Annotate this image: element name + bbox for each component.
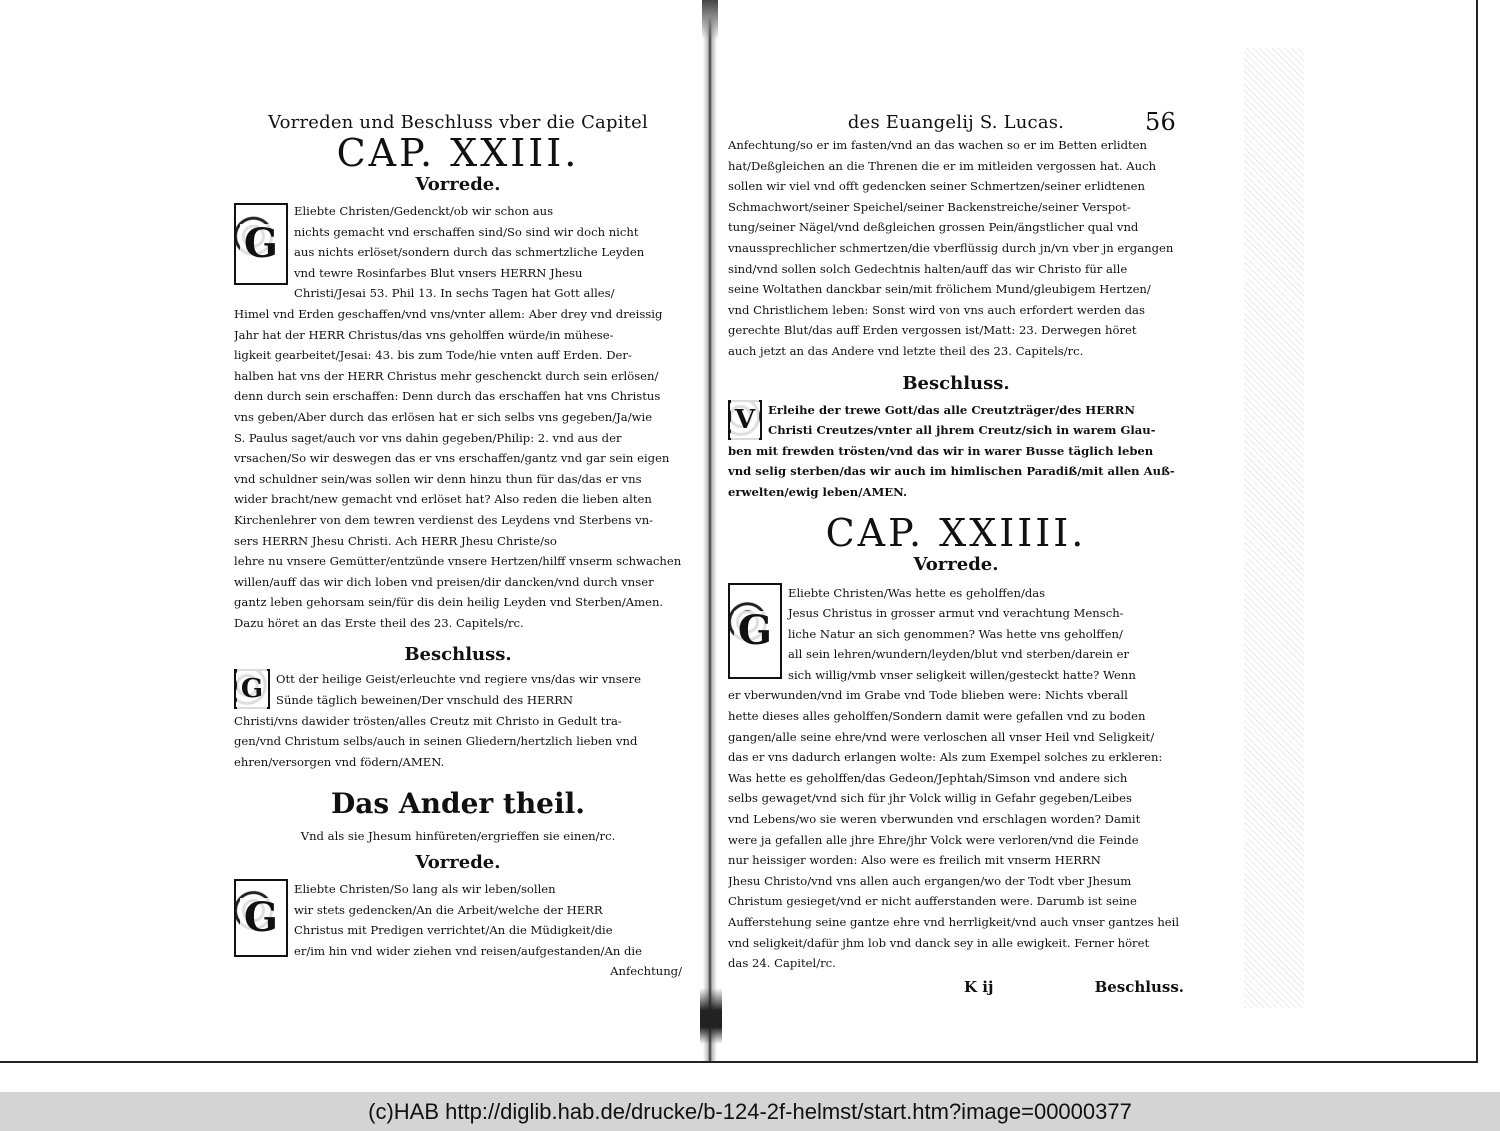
text-line: vnd tewre Rosinfarbes Blut vnsers HERRN Jhesu	[294, 265, 583, 280]
decorated-initial: G	[234, 669, 270, 709]
text-line: Dazu höret an das Erste theil des 23. Capitels/rc.	[234, 615, 524, 630]
text-line: gen/vnd Christum selbs/auch in seinen Gliedern/hertzlich lieben vnd	[234, 734, 638, 749]
decorated-initial: G	[728, 583, 782, 679]
left-page	[234, 112, 682, 982]
text-line: Christum gesieget/vnd er nicht aufferstanden were. Darumb ist seine	[728, 894, 1137, 909]
catchword: Anfechtung/	[610, 964, 682, 979]
text-line: nur heissiger worden: Also were es freilich mit vnserm HERRN	[728, 853, 1101, 868]
text-line: vnd seligkeit/dafür jhm lob vnd danck sey in alle ewigkeit. Ferner höret	[728, 935, 1150, 950]
text-line: erwelten/ewig leben/AMEN.	[728, 484, 908, 499]
text-line: hette dieses alles geholffen/Sondern damit were gefallen vnd zu boden	[728, 709, 1146, 724]
text-line: were ja gefallen alle jhre Ehre/jhr Volck were verloren/vnd die Feinde	[728, 832, 1139, 847]
text-line: wider bracht/new gemacht vnd erlöset hat? Also reden die lieben alten	[234, 492, 652, 507]
right-running-head: des Euangelij S. Lucas.	[847, 112, 1065, 133]
text-line: halben hat vns der HERR Christus mehr geschenckt durch sein erlösen/	[234, 368, 659, 383]
text-line: Christi/vns dawider trösten/alles Creutz mit Christo in Gedult tra-	[234, 713, 622, 728]
left-vorrede-heading: Vorrede.	[415, 174, 501, 195]
text-line: Aufferstehung seine gantze ehre vnd herrligkeit/vnd auch vnser gantzes heil	[728, 915, 1180, 929]
text-line: Schmachwort/seiner Speichel/seiner Backenstreiche/seiner Verspot-	[728, 199, 1131, 214]
text-line: Jahr hat der HERR Christus/das vns geholffen würde/in mühese-	[234, 327, 614, 342]
text-line: Christi Creutzes/vnter all jhrem Creutz/sich in warem Glau-	[768, 423, 1156, 438]
text-line: Vnd als sie Jhesum hinfüreten/ergrieffen sie einen/rc.	[300, 829, 616, 844]
text-line: Eliebte Christen/Was hette es geholffen/das	[788, 585, 1046, 600]
text-line: Christi/Jesai 53. Phil 13. In sechs Tagen hat Gott alles/	[294, 286, 615, 301]
text-line: Jesus Christus in grosser armut vnd verachtung Mensch-	[788, 606, 1124, 621]
text-line: Christus mit Predigen verrichtet/An die Müdigkeit/die	[294, 923, 613, 938]
part-subtitle	[234, 826, 682, 847]
text-line: das 24. Capitel/rc.	[728, 956, 836, 971]
text-line: Eliebte Christen/Gedenckt/ob wir schon aus	[294, 204, 554, 218]
right-vorrede-text	[728, 583, 1184, 974]
right-beschluss-text	[728, 400, 1184, 503]
signature-mark: K ij	[964, 977, 994, 996]
left-beschluss-heading: Beschluss.	[404, 644, 512, 666]
text-line: Sünde täglich beweinen/Der vnschuld des HERRN	[276, 693, 574, 708]
gutter-shadow-top	[702, 0, 718, 40]
decorated-initial: G	[234, 879, 288, 957]
text-line: ben mit frewden trösten/vnd das wir in warer Busse täglich leben	[728, 443, 1154, 458]
text-line: selbs gewaget/vnd sich für jhr Volck willig in Gefahr gegeben/Leibes	[728, 791, 1132, 806]
text-line: vrsachen/So wir deswegen das er vns erschaffen/gantz vnd gar sein eigen	[234, 451, 670, 466]
right-chapter-title: CAP. XXIIII.	[825, 510, 1087, 555]
text-line: Himel vnd Erden geschaffen/vnd vns/vnter allem: Aber drey vnd dreissig	[234, 306, 663, 321]
text-line: sich willig/vmb vnser seligkeit willen/gesteckt hatte? Wenn	[788, 667, 1136, 682]
text-line: lehre nu vnsere Gemütter/entzünde vnsere Hertzen/hilff vnserm schwachen	[234, 554, 682, 569]
text-line: vnd Lebens/wo sie weren vberwunden vnd erschlagen worden? Damit	[728, 812, 1141, 827]
right-page	[728, 108, 1184, 996]
text-line: gangen/alle seine ehre/vnd were verloschen all vnser Heil vnd Seligkeit/	[728, 729, 1155, 744]
text-line: vns geben/Aber durch das erlösen hat er sich selbs vns gegeben/Ja/wie	[234, 409, 653, 424]
right-beschluss-heading: Beschluss.	[902, 372, 1010, 394]
text-line: vnd selig sterben/das wir auch im himlischen Paradiß/mit allen Auß-	[728, 464, 1175, 479]
text-line: denn durch sein erschaffen: Denn durch das erschaffen hat vns Christus	[234, 389, 661, 404]
source-caption: (c)HAB http://diglib.hab.de/drucke/b-124-2f-helmst/start.htm?image=00000377	[0, 1092, 1500, 1131]
text-line: auch jetzt an das Andere vnd letzte theil des 23. Capitels/rc.	[728, 343, 1084, 358]
scan-border-bottom	[0, 1061, 1478, 1063]
left-chapter-title: CAP. XXIII.	[336, 131, 580, 175]
text-line: ehren/versorgen vnd födern/AMEN.	[234, 754, 445, 769]
text-line: Kirchenlehrer von dem tewren verdienst des Leydens vnd Sterbens vn-	[234, 512, 654, 527]
text-line: gerechte Blut/das auff Erden vergossen ist/Matt: 23. Derwegen höret	[728, 323, 1137, 338]
text-line: das er vns dadurch erlangen wolte: Als zum Exempel solches zu erkleren:	[728, 750, 1163, 765]
text-line: vnd Christlichem leben: Sonst wird von vns auch erfordert werden das	[728, 302, 1145, 317]
text-line: liche Natur an sich genommen? Was hette vns geholffen/	[788, 626, 1123, 641]
text-line: wir stets gedencken/An die Arbeit/welche der HERR	[294, 902, 603, 917]
text-line: willen/auff das wir dich loben vnd preisen/dir dancken/vnd durch vnser	[234, 574, 654, 589]
text-line: Jhesu Christo/vnd vns allen auch ergangen/wo der Todt vber Jhesum	[728, 873, 1132, 888]
page-footer	[728, 978, 1184, 996]
right-running-head-row	[728, 108, 1184, 136]
right-vorrede-heading: Vorrede.	[913, 553, 999, 575]
text-line: seine Woltathen danckbar sein/mit frölichem Mund/gleubigem Hertzen/	[728, 282, 1151, 297]
text-line: tung/seiner Nägel/vnd deßgleichen grossen Pein/ängstlicher qual vnd	[728, 220, 1139, 235]
left-running-head: Vorreden und Beschluss vber die Capitel	[268, 112, 648, 133]
left-beschluss-text	[234, 669, 682, 772]
left-vorrede2-heading: Vorrede.	[415, 852, 501, 874]
text-line: all sein lehren/wundern/leyden/blut vnd sterben/darein er	[788, 647, 1130, 662]
left-vorrede2-text	[234, 879, 682, 982]
decorated-initial: V	[728, 400, 762, 440]
text-line: Eliebte Christen/So lang als wir leben/sollen	[294, 882, 556, 897]
text-line: Ott der heilige Geist/erleuchte vnd regiere vns/das wir vnsere	[276, 672, 641, 687]
text-line: sind/vnd sollen solch Gedechtnis halten/auff das wir Christo für alle	[728, 261, 1128, 276]
text-line: vnd schuldner sein/was sollen wir denn hinzu thun für das/das er vns	[234, 471, 642, 486]
text-line: Anfechtung/so er im fasten/vnd an das wachen so er im Betten erlidten	[728, 138, 1148, 152]
text-line: Was hette es geholffen/das Gedeon/Jephtah/Simson vnd andere sich	[728, 770, 1128, 785]
page-number: 56	[1145, 108, 1176, 136]
text-line: Erleihe der trewe Gott/das alle Creutzträger/des HERRN	[768, 402, 1135, 417]
text-line: nichts gemacht vnd erschaffen sind/So sind wir doch nicht	[294, 224, 639, 239]
gutter-clip-bottom	[700, 988, 722, 1044]
scan-border-right	[1476, 0, 1478, 1062]
right-top-text	[728, 135, 1184, 362]
page-edge-texture	[1244, 48, 1304, 1008]
text-line: hat/Deßgleichen an die Threnen die er im mitleiden vergossen hat. Auch	[728, 158, 1157, 173]
text-line: S. Paulus saget/auch vor vns dahin gegeben/Philip: 2. vnd aus der	[234, 430, 622, 445]
text-line: er vberwunden/vnd im Grabe vnd Tode blieben were: Nichts vberall	[728, 688, 1128, 703]
catchword: Beschluss.	[1094, 977, 1184, 996]
text-line: er/im hin vnd wider ziehen vnd reisen/aufgestanden/An die	[294, 943, 642, 958]
text-line: aus nichts erlöset/sondern durch das schmertzliche Leyden	[294, 245, 645, 260]
text-line: sers HERRN Jhesu Christi. Ach HERR Jhesu Christe/so	[234, 533, 557, 548]
text-line: vnaussprechlicher schmertzen/die vberflüssig durch jn/vn vber jn ergangen	[728, 240, 1174, 255]
text-line: ligkeit gearbeitet/Jesai: 43. bis zum Tode/hie vnten auff Erden. Der-	[234, 348, 632, 363]
left-vorrede-text	[234, 201, 682, 633]
part-heading: Das Ander theil.	[330, 787, 586, 821]
book-gutter	[703, 0, 717, 1062]
text-line: sollen wir viel vnd offt gedencken seiner Schmertzen/seiner erlidtenen	[728, 179, 1145, 194]
text-line: gantz leben gehorsam sein/für dis dein heilig Leyden vnd Sterben/Amen.	[234, 595, 664, 610]
decorated-initial: G	[234, 203, 288, 285]
